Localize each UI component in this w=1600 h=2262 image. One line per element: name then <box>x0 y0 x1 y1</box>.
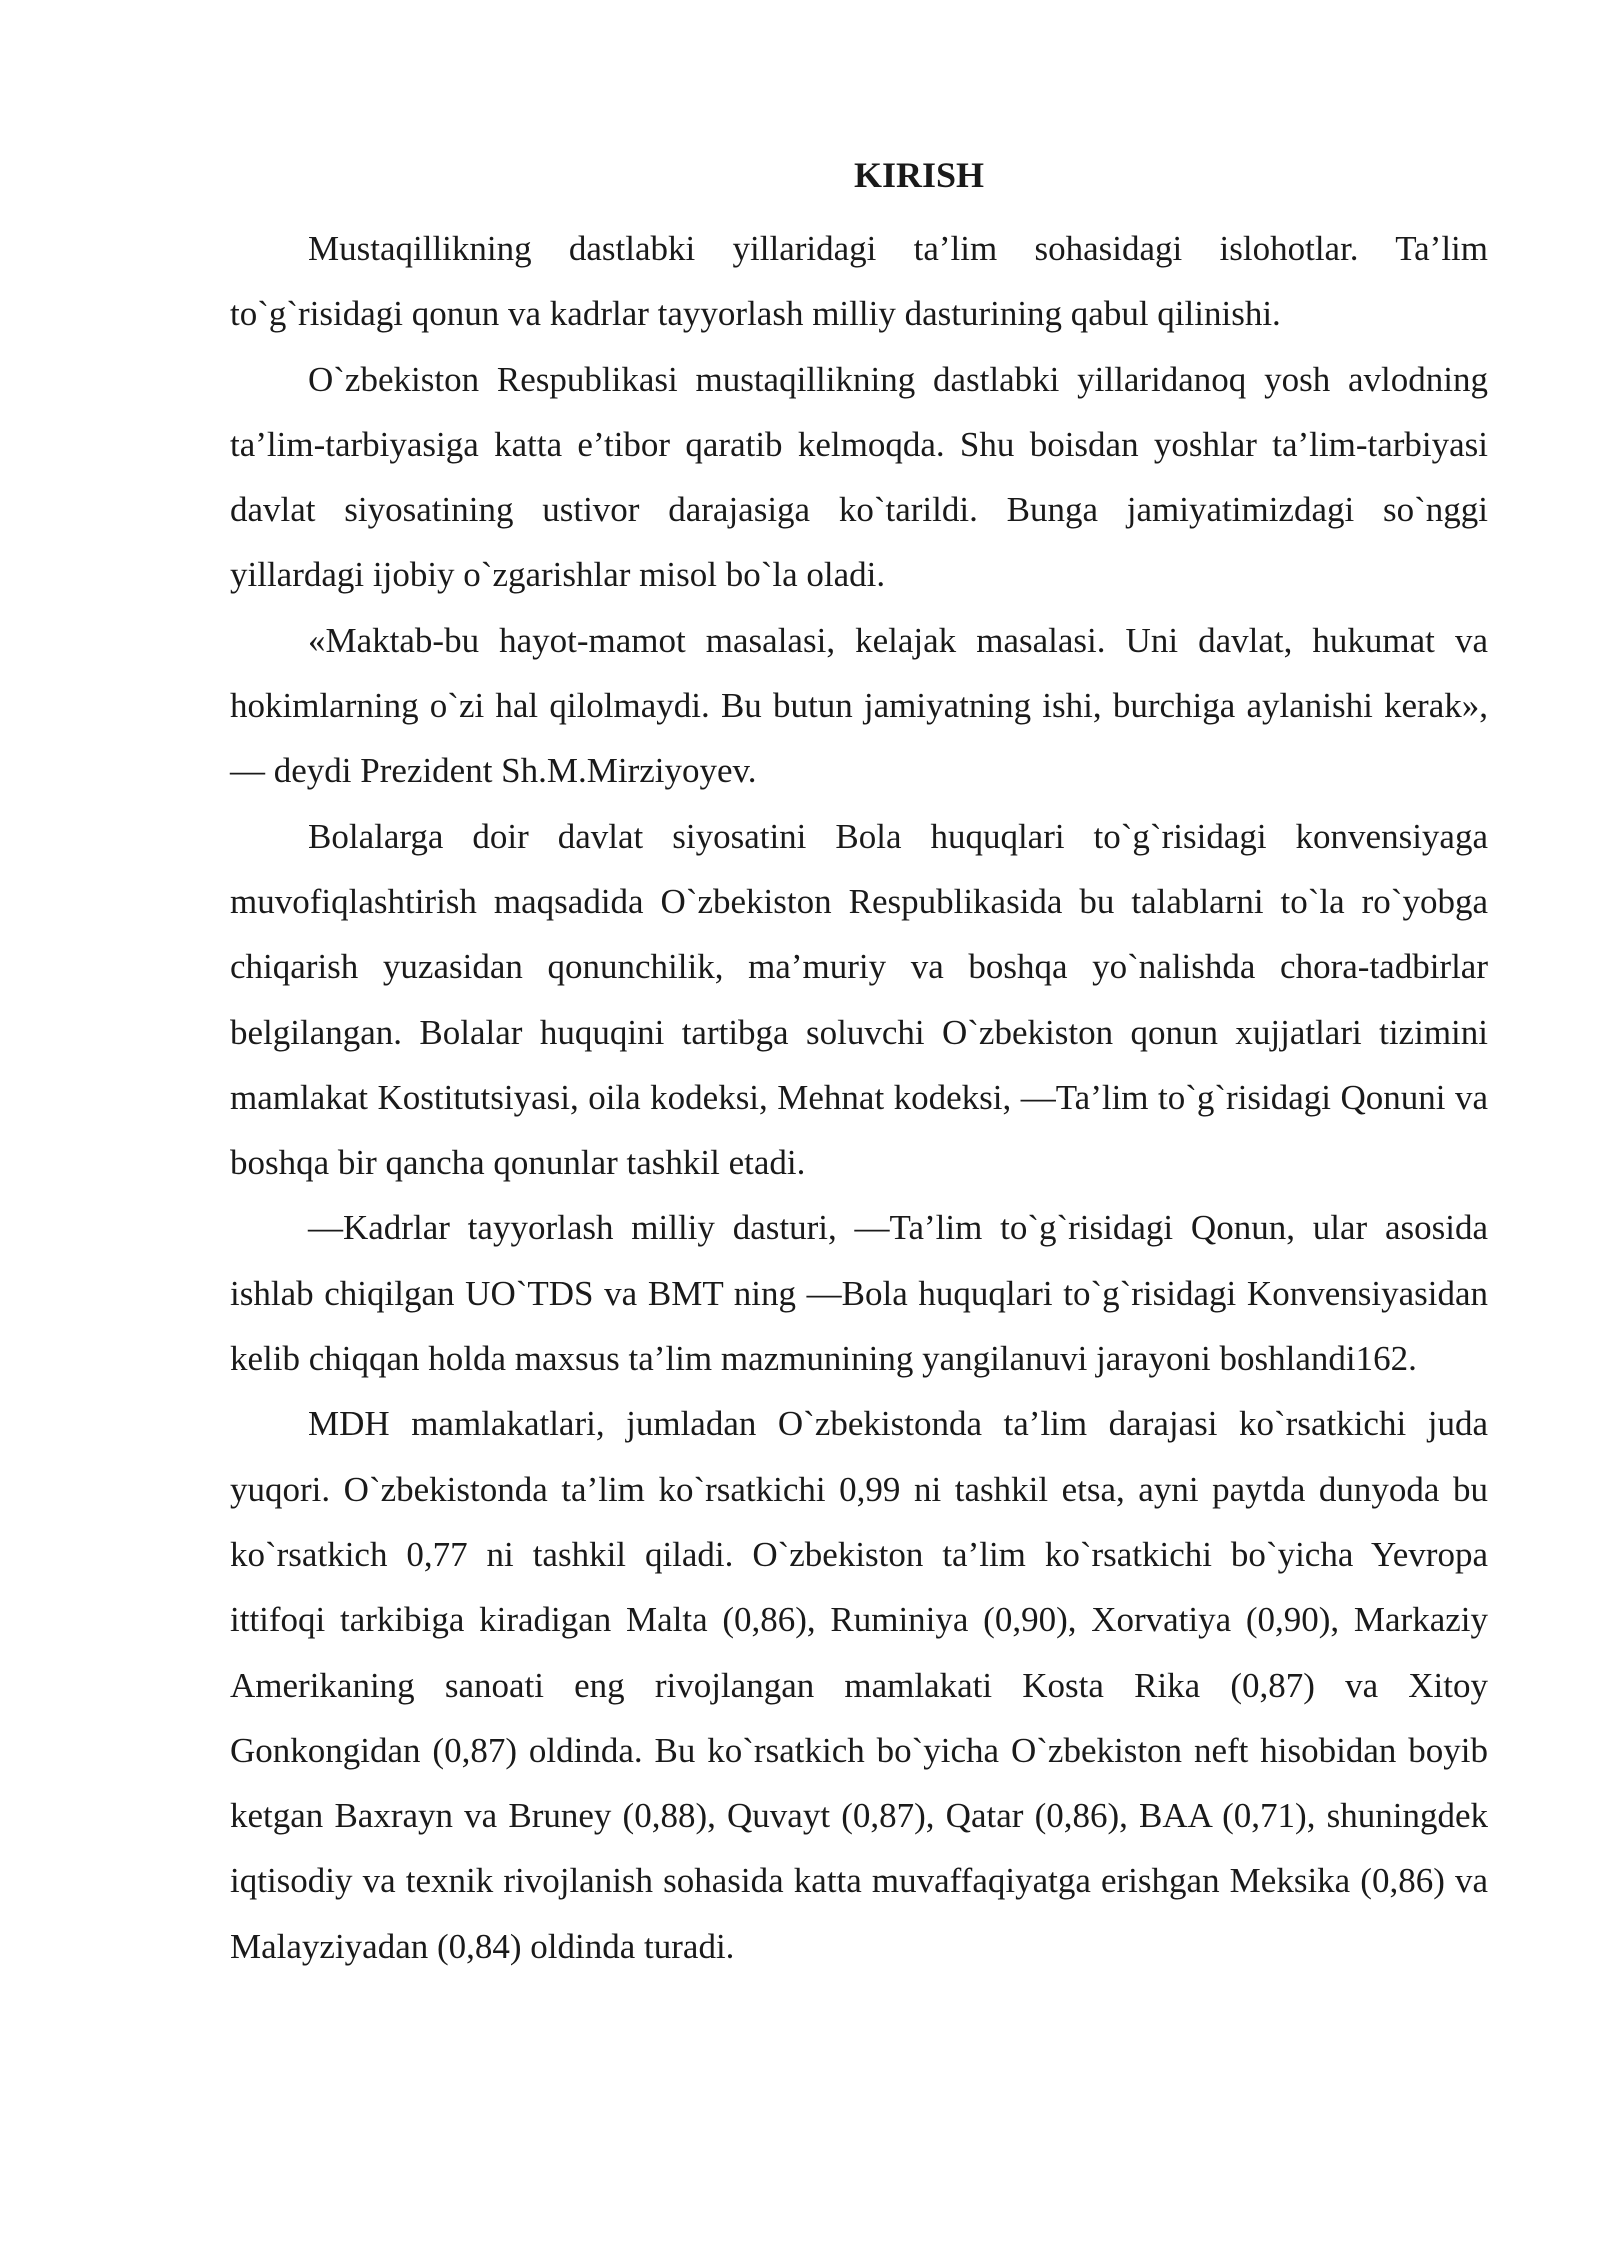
paragraph-6: MDH mamlakatlari, jumladan O`zbekistonda ta’lim darajasi ko`rsatkichi juda yuqori. O`zbekistonda ta’lim ko`rsatkichi 0,99 ni tashkil etsa, ayni paytda dunyoda bu ko`rsatkich 0,77 ni tashkil qiladi. O`zbekiston ta’lim ko`rsatkichi bo`yicha Yevropa ittifoqi tarkibiga kiradigan Malta (0,86), Ruminiya (0,90), Xorvatiya (0,90), Markaziy Amerikaning sanoati eng rivojlangan mamlakati Kosta Rika (0,87) va Xitoy Gonkongidan (0,87) oldinda. Bu ko`rsatkich bo`yicha O`zbekiston neft hisobidan boyib ketgan Baxrayn va Bruney (0,88), Quvayt (0,87), Qatar (0,86), BAA (0,71), shuningdek iqtisodiy va texnik rivojlanish sohasida katta muvaffaqiyatga erishgan Meksika (0,86) va Malayziyadan (0,84) oldinda turadi. <box>230 1404 1488 1966</box>
document-page <box>230 150 1488 1979</box>
paragraph-3: «Maktab-bu hayot-mamot masalasi, kelajak masalasi. Uni davlat, hukumat va hokimlarning o`zi hal qilolmaydi. Bu butun jamiyatning ishi, burchiga aylanishi kerak», — deydi Prezident Sh.M.Mirziyoyev. <box>230 620 1488 791</box>
page-title: KIRISH <box>853 155 985 195</box>
paragraph-1: Mustaqillikning dastlabki yillaridagi ta’lim sohasidagi islohotlar. Ta’lim to`g`risidagi qonun va kadrlar tayyorlash milliy dasturining qabul qilinishi. <box>230 229 1488 334</box>
paragraph-5: —Kadrlar tayyorlash milliy dasturi, —Ta’lim to`g`risidagi Qonun, ular asosida ishlab chiqilgan UO`TDS va BMT ning —Bola huquqlari to`g`risidagi Konvensiyasidan kelib chiqqan holda maxsus ta’lim mazmunining yangilanuvi jarayoni boshlandi162. <box>230 1208 1488 1379</box>
paragraph-4: Bolalarga doir davlat siyosatini Bola huquqlari to`g`risidagi konvensiyaga muvofiqlashtirish maqsadida O`zbekiston Respublikasida bu talablarni to`la ro`yobga chiqarish yuzasidan qonunchilik, ma’muriy va boshqa yo`nalishda chora-tadbirlar belgilangan. Bolalar huquqini tartibga soluvchi O`zbekiston qonun xujjatlari tizimini mamlakat Kostitutsiyasi, oila kodeksi, Mehnat kodeksi, —Ta’lim to`g`risidagi Qonuni va boshqa bir qancha qonunlar tashkil etadi. <box>230 816 1488 1183</box>
paragraph-2: O`zbekiston Respublikasi mustaqillikning dastlabki yillaridanoq yosh avlodning ta’lim-tarbiyasiga katta e’tibor qaratib kelmoqda. Shu boisdan yoshlar ta’lim-tarbiyasi davlat siyosatining ustivor darajasiga ko`tarildi. Bunga jamiyatimizdagi so`nggi yillardagi ijobiy o`zgarishlar misol bo`la oladi. <box>230 359 1488 595</box>
